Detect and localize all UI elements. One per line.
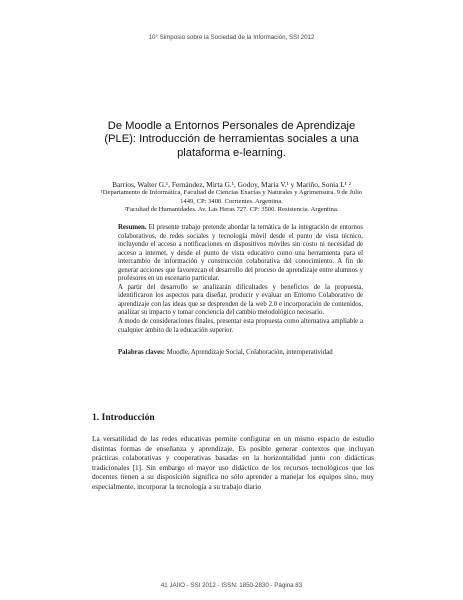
keywords-label: Palabras claves: (118, 349, 166, 356)
body-paragraph-1: La versatilidad de las redes educativas permite configurar en un mismo espacio de estudio distintas formas de enseñanza y aprendizaje. Es posible generar contextos que incluyan prácticas colaborativas y cooperativas basadas en la horizontalidad junto con didácticas tradicionales [1]. Sin embargo el mayor uso didáctico de los recursos tecnológicos que los docentes tienen a su disposición significa no sólo aprender a manejar los equipos sino, muy especialmente, incorporar la tecnología a su trabajo diario (92, 434, 374, 491)
title-line-1: De Moodle a Entornos Personales de Aprendizaje (107, 120, 356, 132)
abstract (118, 224, 363, 335)
page-footer: 41 JAIIO - SSI 2012 - ISSN: 1850-2830 - Página 83 (160, 582, 303, 589)
author-names: Barrios, Walter G.¹, Fernández, Mirta G.¹, Godoy, María V.¹ y Mariño, Sonia I.¹ ² (112, 180, 351, 189)
section-heading: 1. Introducción (92, 412, 155, 423)
paper-title (70, 120, 393, 160)
abstract-paragraph-3: A modo de consideraciones finales, presentar esta propuesta como alternativa ampliable a cualquier ámbito de la educación superior. (118, 318, 363, 334)
abstract-label: Resumen. (118, 224, 147, 231)
author-block (60, 180, 403, 214)
title-line-2: (PLE): Introducción de herramientas sociales a una (104, 133, 359, 146)
affiliation-1-line-1: ¹Departamento de Informática, Facultad de Ciencias Exactas y Naturales y Agrimensura. 9 de Julio (100, 189, 363, 197)
keywords (118, 349, 363, 358)
title-line-3: plataforma e-learning. (177, 146, 286, 159)
affiliation-2: ²Facultad de Humanidades. Av. Las Heras 727. CP: 3500. Resistencia. Argentina. (124, 206, 339, 214)
affiliation-1-line-2: 1449, CP: 3400. Corrientes. Argentina. (180, 197, 283, 205)
abstract-paragraph-1 (118, 224, 363, 284)
body-text (92, 434, 374, 491)
abstract-text-1: El presente trabajo pretende abordar la temática de la integración de entornos colaborativos, de redes sociales y tecnología móvil desde el punto de vista técnico, incluyendo el acceso a notificaciones en dispositivos móviles sin costo ni necesidad de acceso a internet, y desde el punto de vista educativo como una herramienta para el intercambio de información y construcción colaborativa del conocimiento. A fin de generar acciones que favorezcan el desarrollo del proceso de aprendizaje entre alumnos y profesores en un escenario particular. (118, 224, 363, 283)
abstract-paragraph-2: A partir del desarrollo se analizarán dificultades y beneficios de la propuesta, identificaron los aspectos para diseñar, producir y evaluar un Entorno Colaborativo de aprendizaje con las ideas que se desprenden de la web 2.0 e incorporación de contenidos, analizar su impacto y tomar conciencia del cambio metodológico necesario. (118, 283, 363, 317)
running-header: 10° Simposio sobre la Sociedad de la Información, SSI 2012 (148, 34, 315, 41)
keywords-text: Moodle, Aprendizaje Social, Colaboración, interoperatividad (166, 349, 333, 356)
